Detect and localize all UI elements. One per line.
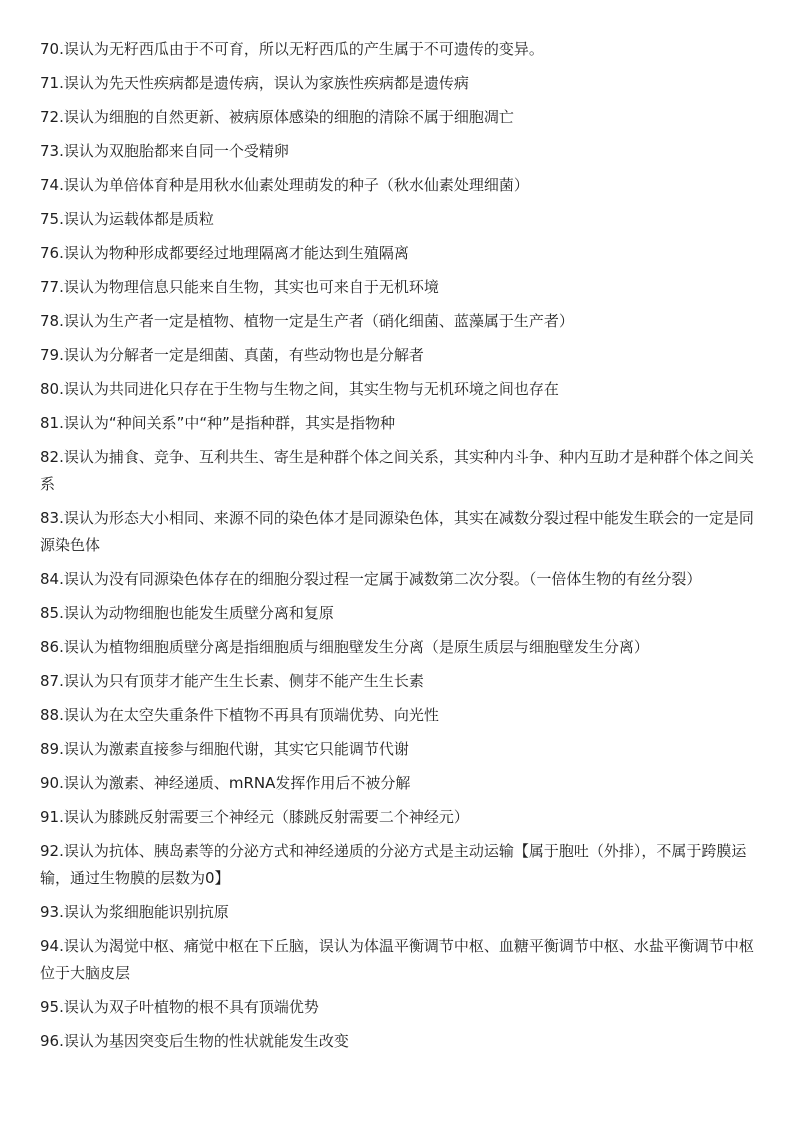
- list-item: 79.误认为分解者一定是细菌、真菌，有些动物也是分解者: [40, 346, 424, 364]
- list-item: 85.误认为动物细胞也能发生质壁分离和复原: [40, 604, 334, 622]
- list-item: 76.误认为物种形成都要经过地理隔离才能达到生殖隔离: [40, 244, 409, 262]
- list-item: 93.误认为浆细胞能识别抗原: [40, 903, 229, 921]
- list-item: 86.误认为植物细胞质壁分离是指细胞质与细胞壁发生分离（是原生质层与细胞壁发生分离）: [40, 638, 649, 656]
- list-item: 78.误认为生产者一定是植物、植物一定是生产者（硝化细菌、蓝藻属于生产者）: [40, 312, 574, 330]
- list-item: 95.误认为双子叶植物的根不具有顶端优势: [40, 998, 319, 1016]
- list-item: 80.误认为共同进化只存在于生物与生物之间，其实生物与无机环境之间也存在: [40, 380, 559, 398]
- list-item: 82.误认为捕食、竞争、互利共生、寄生是种群个体之间关系，其实种内斗争、种内互助才是种群个体之间关系: [40, 448, 754, 493]
- list-item: 81.误认为“种间关系”中“种”是指种群，其实是指物种: [40, 414, 395, 432]
- list-item: 73.误认为双胞胎都来自同一个受精卵: [40, 142, 289, 160]
- list-item: 83.误认为形态大小相同、来源不同的染色体才是同源染色体，其实在减数分裂过程中能发生联会的一定是同源染色体: [40, 509, 754, 554]
- list-item: 91.误认为膝跳反射需要三个神经元（膝跳反射需要二个神经元）: [40, 808, 469, 826]
- list-item: 71.误认为先天性疾病都是遗传病，误认为家族性疾病都是遗传病: [40, 74, 469, 92]
- list-item: 72.误认为细胞的自然更新、被病原体感染的细胞的清除不属于细胞凋亡: [40, 108, 514, 126]
- list-item: 88.误认为在太空失重条件下植物不再具有顶端优势、向光性: [40, 706, 439, 724]
- list-item: 92.误认为抗体、胰岛素等的分泌方式和神经递质的分泌方式是主动运输【属于胞吐（外排），不属于跨膜运输，通过生物膜的层数为0】: [40, 842, 747, 887]
- list-item: 94.误认为渴觉中枢、痛觉中枢在下丘脑，误认为体温平衡调节中枢、血糖平衡调节中枢、水盐平衡调节中枢位于大脑皮层: [40, 937, 754, 982]
- list-item: 84.误认为没有同源染色体存在的细胞分裂过程一定属于减数第二次分裂。（一倍体生物的有丝分裂）: [40, 570, 702, 588]
- list-item: 77.误认为物理信息只能来自生物，其实也可来自于无机环境: [40, 278, 439, 296]
- list-item: 74.误认为单倍体育种是用秋水仙素处理萌发的种子（秋水仙素处理细菌）: [40, 176, 529, 194]
- list-item: 70.误认为无籽西瓜由于不可育，所以无籽西瓜的产生属于不可遗传的变异。: [40, 40, 544, 58]
- list-item: 87.误认为只有顶芽才能产生生长素、侧芽不能产生生长素: [40, 672, 424, 690]
- list-item: 89.误认为激素直接参与细胞代谢，其实它只能调节代谢: [40, 740, 409, 758]
- list-item: 96.误认为基因突变后生物的性状就能发生改变: [40, 1032, 349, 1050]
- list-item: 75.误认为运载体都是质粒: [40, 210, 214, 228]
- list-item: 90.误认为激素、神经递质、mRNA发挥作用后不被分解: [40, 774, 411, 792]
